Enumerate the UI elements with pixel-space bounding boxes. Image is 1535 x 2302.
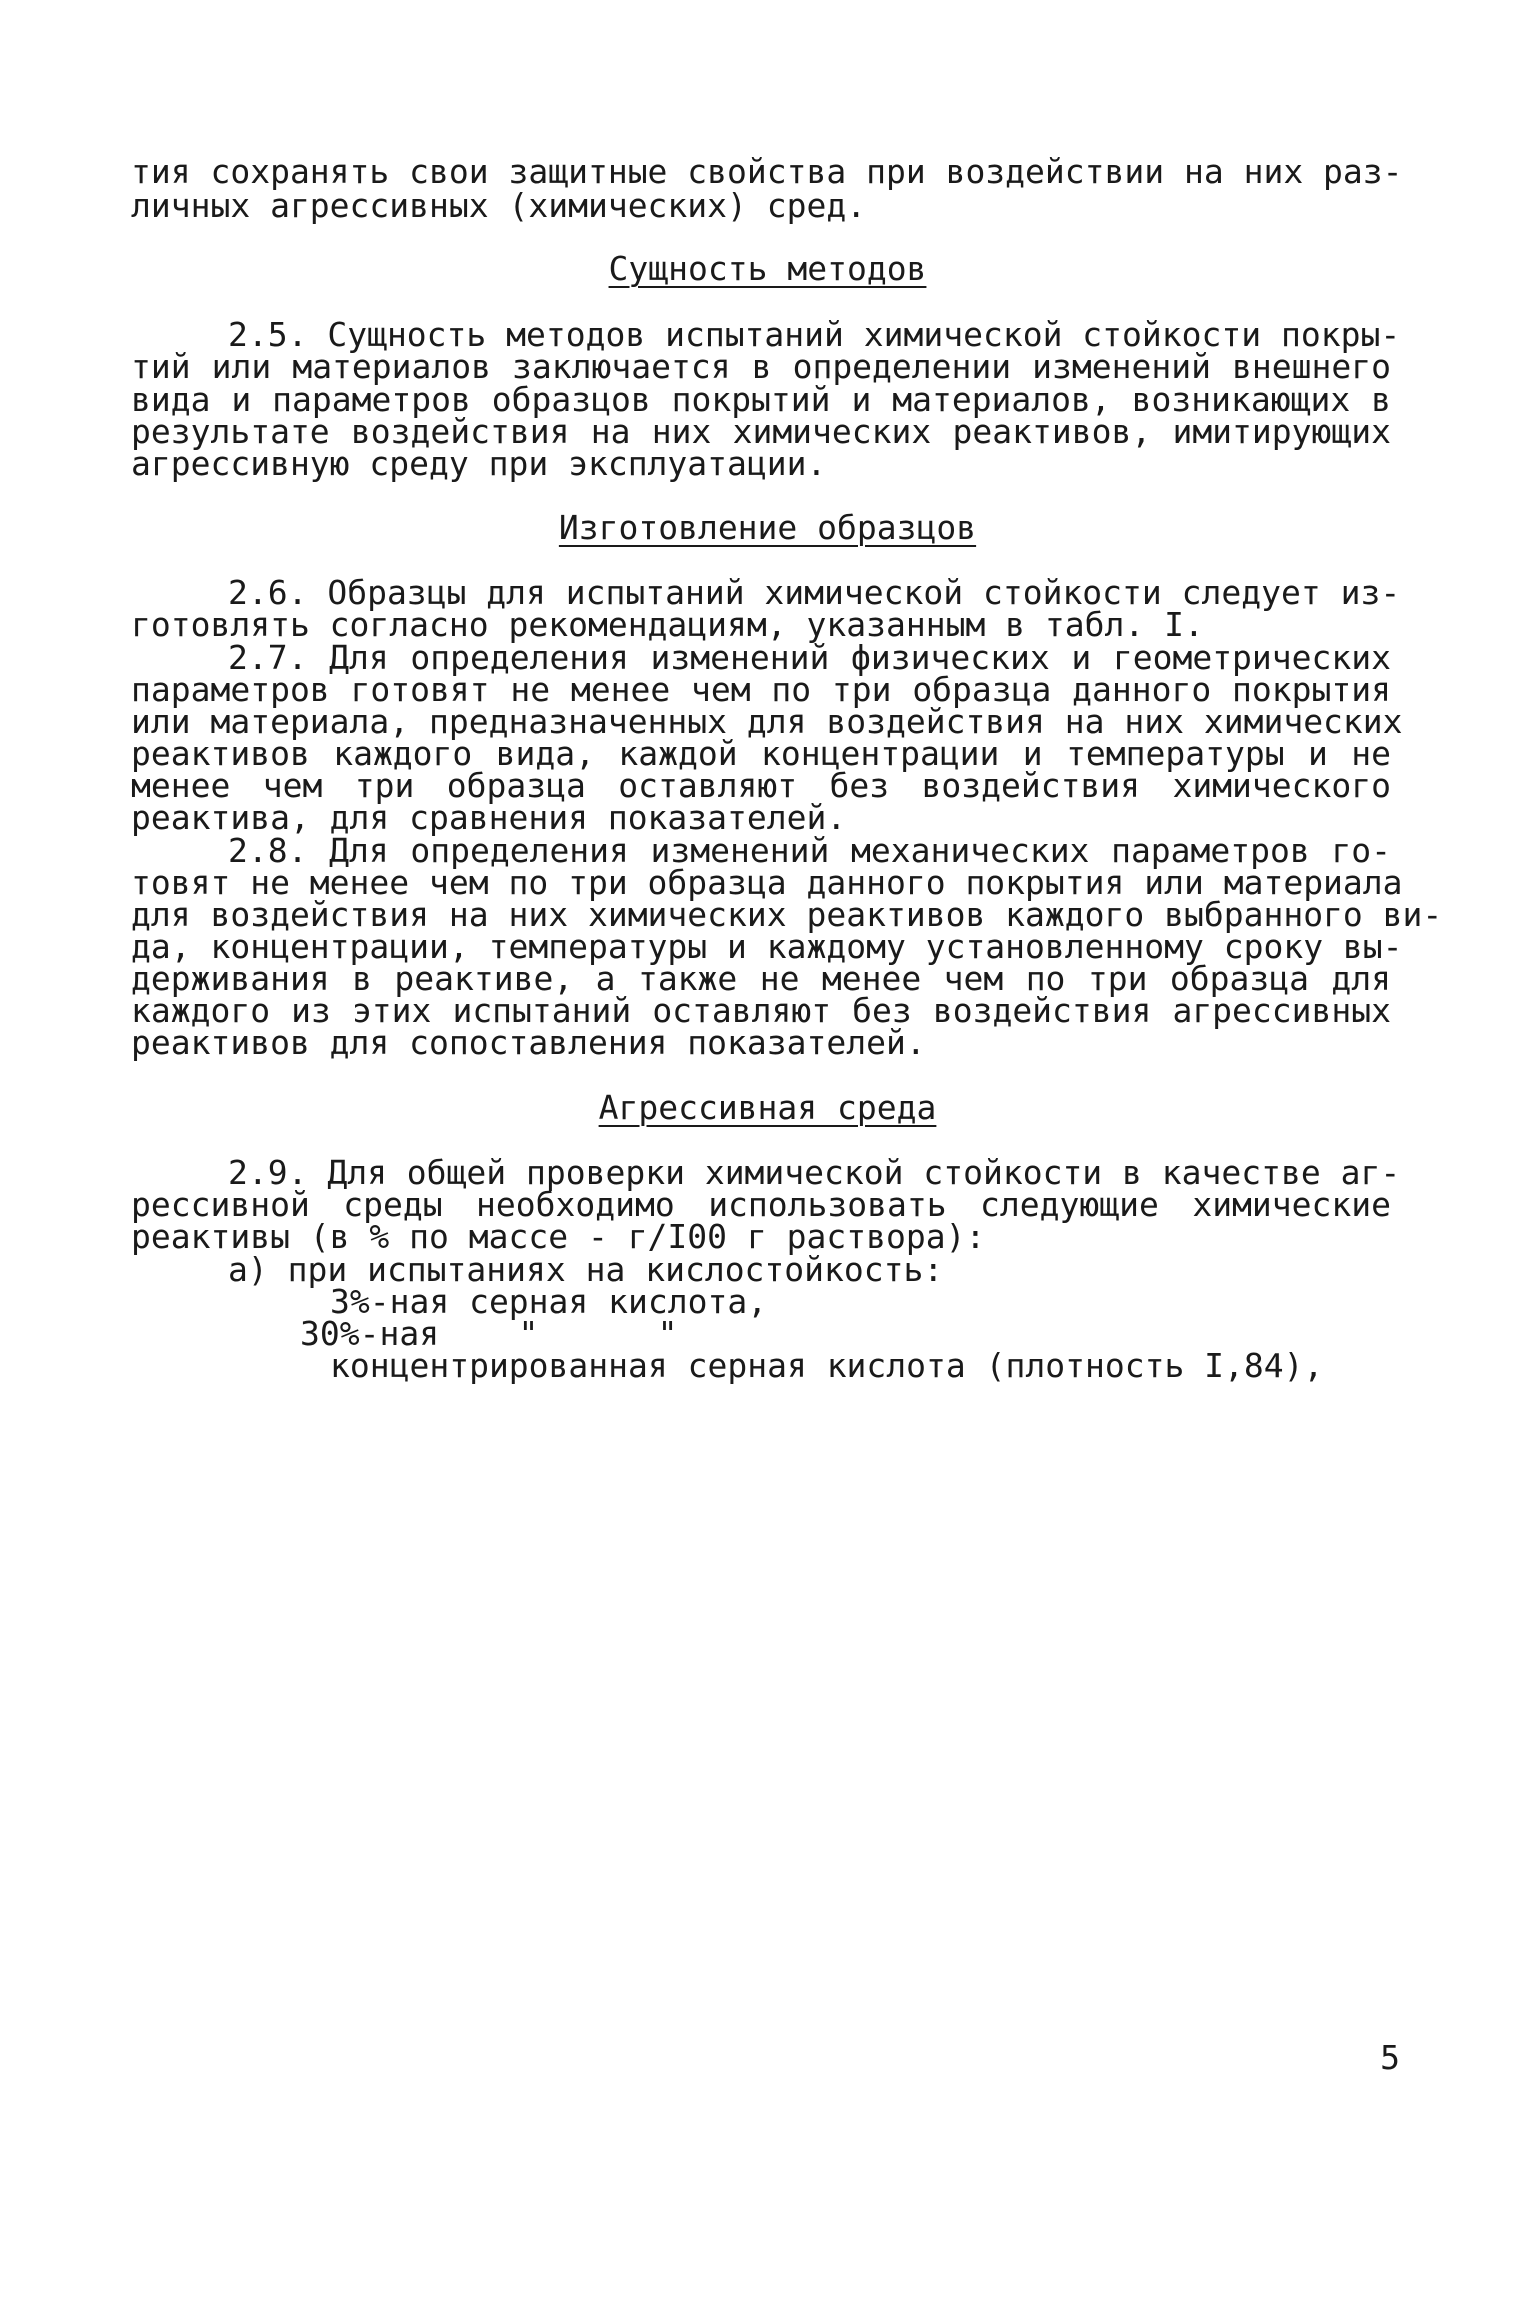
text-line: личных агрессивных (химических) сред.	[131, 186, 867, 225]
text-line: тия сохранять свои защитные свойства при воздействии на них раз-	[131, 152, 1403, 191]
paragraph-2-7-line: реактива, для сравнения показателей.	[131, 798, 847, 837]
paragraph-2-5-line: результате воздействия на них химических реактивов, имитирующих	[131, 412, 1391, 451]
paragraph-2-9-line: рессивной среды необходимо использовать следующие химические	[131, 1185, 1391, 1224]
paragraph-2-7-line: параметров готовят не менее чем по три образца данного покрытия	[131, 670, 1391, 709]
paragraph-2-5-line: 2.5. Сущность методов испытаний химической стойкости покры-	[228, 315, 1401, 354]
paragraph-2-8-line: товят не менее чем по три образца данного покрытия или материала	[131, 863, 1403, 902]
paragraph-2-9-line: реактивы (в % по массе - г/I00 г раствора):	[131, 1217, 986, 1256]
paragraph-2-5-line: тий или материалов заключается в определении изменений внешнего	[131, 347, 1391, 386]
paragraph-2-7-line: или материала, предназначенных для воздействия на них химических	[131, 702, 1403, 741]
paragraph-2-6-line: готовлять согласно рекомендациям, указанным в табл. I.	[131, 605, 1204, 644]
section-heading-medium: Агрессивная среда	[598, 1088, 937, 1127]
acid-item: 3%-ная серная кислота,	[330, 1282, 768, 1321]
section-heading-samples: Изготовление образцов	[558, 508, 977, 547]
paragraph-2-5-line: вида и параметров образцов покрытий и материалов, возникающих в	[131, 380, 1391, 419]
section-heading-essence: Сущность методов	[608, 249, 927, 288]
paragraph-2-9-line: 2.9. Для общей проверки химической стойкости в качестве аг-	[228, 1153, 1401, 1192]
paragraph-2-8-line: реактивов для сопоставления показателей.	[131, 1023, 926, 1062]
paragraph-2-8-line: для воздействия на них химических реактивов каждого выбранного ви-	[131, 895, 1443, 934]
paragraph-2-7-line: 2.7. Для определения изменений физических и геометрических	[228, 638, 1391, 677]
acid-item: 30%-ная " "	[300, 1314, 678, 1353]
paragraph-2-5-line: агрессивную среду при эксплуатации.	[131, 444, 827, 483]
paragraph-2-8-line: 2.8. Для определения изменений механических параметров го-	[228, 831, 1391, 870]
paragraph-2-7-line: менее чем три образца оставляют без воздействия химического	[131, 766, 1391, 805]
paragraph-2-8-line: держивания в реактиве, а также не менее чем по три образца для	[131, 959, 1391, 998]
paragraph-2-7-line: реактивов каждого вида, каждой концентрации и температуры и не	[131, 734, 1391, 773]
page-number: 5	[1380, 2038, 1400, 2077]
paragraph-2-8-line: каждого из этих испытаний оставляют без воздействия агрессивных	[131, 991, 1391, 1030]
paragraph-2-8-line: да, концентрации, температуры и каждому установленному сроку вы-	[131, 927, 1403, 966]
list-item-a: а) при испытаниях на кислостойкость:	[228, 1250, 944, 1289]
acid-item: концентрированная серная кислота (плотность I,84),	[330, 1346, 1324, 1385]
paragraph-2-6-line: 2.6. Образцы для испытаний химической стойкости следует из-	[228, 573, 1401, 612]
